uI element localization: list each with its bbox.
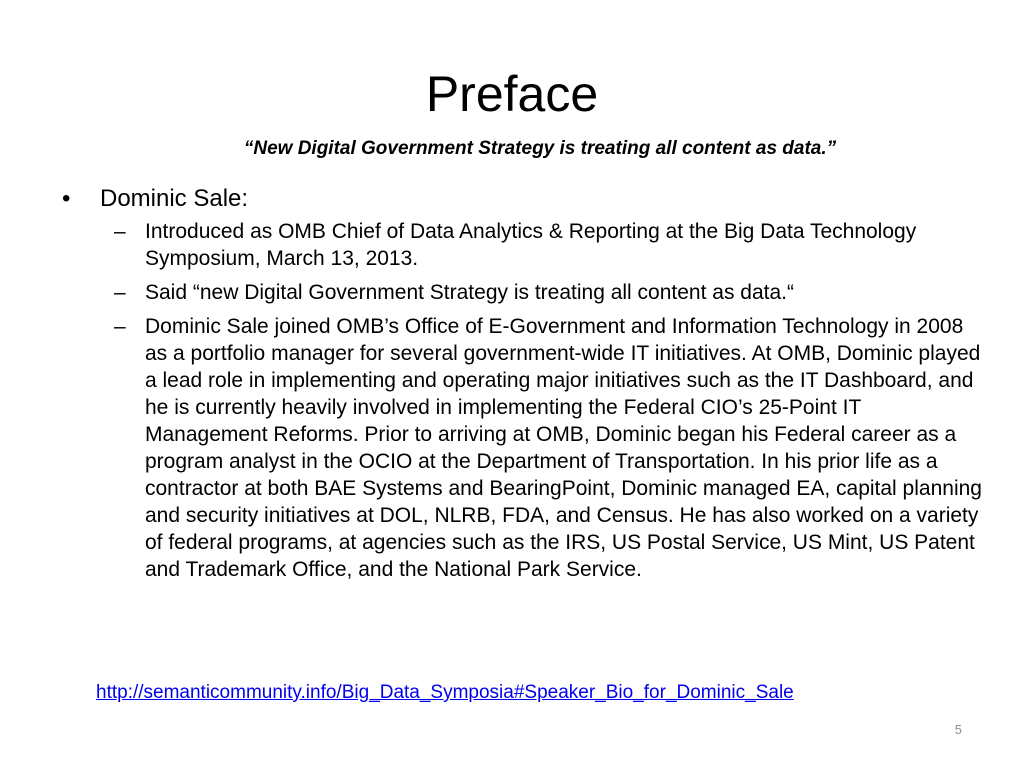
bullet-label: Dominic Sale: — [100, 185, 249, 212]
sub-bullet-item — [114, 279, 982, 306]
page-number: 5 — [954, 722, 962, 737]
sub-bullet-text: Dominic Sale joined OMB’s Office of E-Government and Information Technology in 2008 as a portfolio manager for several government-wide IT initiatives. At OMB, Dominic played a lead role in implementing and operating major initiatives such as the IT Dashboard, and he is currently heavily involved in implementing the Federal CIO’s 25-Point IT Management Reforms. Prior to arriving at OMB, Dominic began his Federal career as a program analyst in the OCIO at the Department of Transportation. In his prior life as a contractor at both BAE Systems and BearingPoint, Dominic managed EA, capital planning and security initiatives at DOL, NLRB, FDA, and Census. He has also worked on a variety of federal programs, at agencies such as the IRS, US Postal Service, US Mint, US Patent and Trademark Office, and the National Park Service. — [145, 315, 982, 581]
sub-bullet-item — [114, 218, 982, 272]
sub-bullet-list — [114, 218, 982, 583]
dash-marker: – — [114, 281, 126, 304]
dash-marker: – — [114, 315, 126, 338]
slide-subtitle-quote: “New Digital Government Strategy is treating all content as data.” — [243, 138, 837, 159]
sub-bullet-text: Introduced as OMB Chief of Data Analytics & Reporting at the Big Data Technology Symposium, March 13, 2013. — [145, 220, 917, 270]
speaker-bio-link[interactable]: http://semanticommunity.info/Big_Data_Symposia#Speaker_Bio_for_Dominic_Sale — [96, 682, 794, 703]
slide-title: Preface — [425, 66, 599, 122]
sub-bullet-text: Said “new Digital Government Strategy is treating all content as data.“ — [145, 281, 794, 304]
dash-marker: – — [114, 220, 126, 243]
slide-content — [62, 184, 982, 590]
bullet-marker: • — [62, 185, 71, 212]
sub-bullet-item — [114, 313, 982, 583]
bullet-item — [62, 184, 982, 214]
